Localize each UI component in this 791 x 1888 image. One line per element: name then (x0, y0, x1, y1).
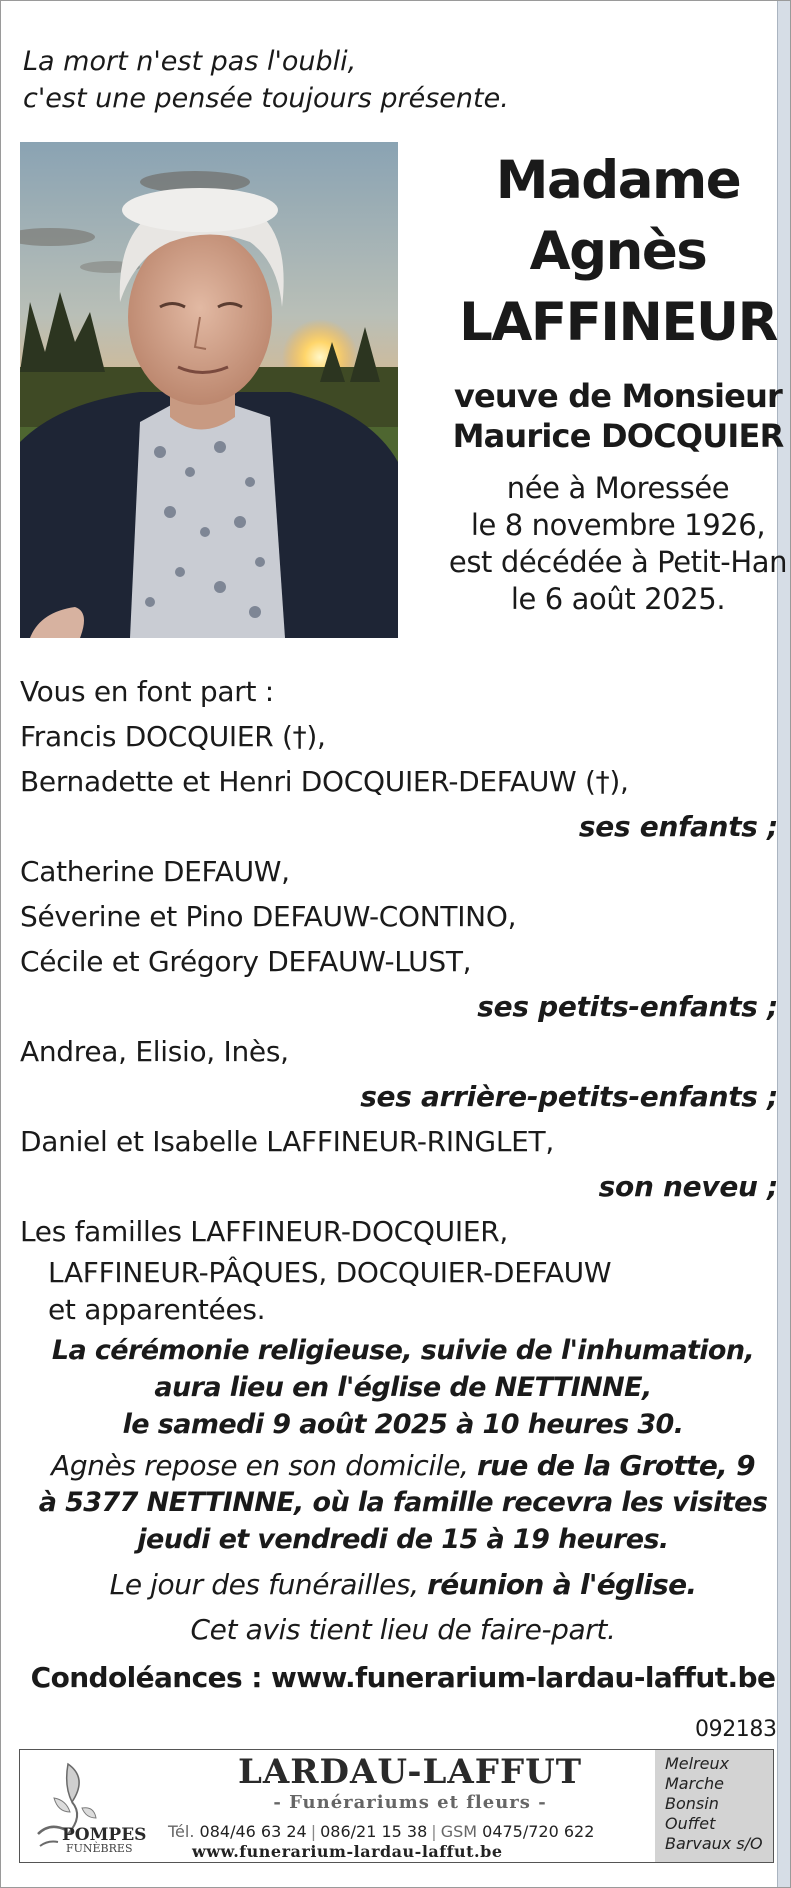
announcement-intro: Vous en font part : (20, 675, 274, 708)
funeral-home-footer (19, 1749, 774, 1863)
branch-town: Marche (665, 1774, 724, 1793)
logo-text-funebres: FUNÈBRES (66, 1842, 133, 1855)
widow-line: veuve de Monsieur (453, 377, 783, 415)
repose-line (25, 1447, 781, 1484)
reference-code: 092183 (695, 1717, 777, 1742)
brand-tagline: - Funérariums et fleurs - (273, 1792, 547, 1813)
phone-number: 086/21 15 38 (320, 1822, 428, 1841)
repose-address: rue de la Grotte, 9 (477, 1449, 755, 1482)
contact-phones: Tél. 084/46 63 24 | 086/21 15 38 | GSM 0475/720 622 (168, 1822, 595, 1841)
logo-text-pompes: POMPES (62, 1825, 147, 1845)
families-line: et apparentées. (48, 1293, 266, 1326)
epigraph-line: La mort n'est pas l'oubli, (23, 46, 357, 77)
relation-label: son neveu ; (598, 1170, 778, 1203)
family-member-line: Séverine et Pino DEFAUW-CONTINO, (20, 900, 517, 933)
family-member-line: Francis DOCQUIER (†), (20, 720, 326, 753)
relation-label: ses petits-enfants ; (477, 990, 778, 1023)
brand-name: LARDAU-LAFFUT (237, 1752, 583, 1792)
visiting-hours: jeudi et vendredi de 15 à 19 heures. (137, 1524, 669, 1555)
widow-line: Maurice DOCQUIER (452, 417, 784, 455)
branch-town: Ouffet (665, 1814, 716, 1833)
death-date: le 6 août 2025. (510, 582, 726, 616)
phone-number: 084/46 63 24 (199, 1822, 307, 1841)
gsm-label: GSM (440, 1822, 478, 1841)
mobile-number: 0475/720 622 (482, 1822, 595, 1841)
relation-label: ses enfants ; (578, 810, 778, 843)
funeral-home-brand (170, 1752, 650, 1814)
family-member-line: Andrea, Elisio, Inès, (20, 1035, 289, 1068)
families-line: Les familles LAFFINEUR-DOCQUIER, (20, 1215, 508, 1248)
birth-death-details (403, 470, 791, 618)
epigraph (23, 43, 509, 117)
relation-label: ses arrière-petits-enfants ; (360, 1080, 778, 1113)
birth-date: le 8 novembre 1926, (470, 508, 766, 542)
widow-of (403, 376, 791, 456)
ceremony-details (25, 1332, 781, 1648)
funeral-meeting (25, 1566, 781, 1603)
family-announcement (20, 669, 778, 1328)
branch-town: Melreux (665, 1754, 730, 1773)
branch-town: Bonsin (665, 1794, 719, 1813)
repose-line: à 5377 NETTINNE, où la famille recevra les visites (38, 1487, 768, 1518)
tel-label: Tél. (168, 1822, 195, 1841)
family-member-line: Catherine DEFAUW, (20, 855, 290, 888)
birth-place: née à Moressée (506, 471, 730, 505)
epigraph-line: c'est une pensée toujours présente. (23, 83, 509, 114)
condolences-line: Condoléances : www.funerarium-lardau-laffut.be (30, 1661, 776, 1694)
obituary-content (19, 1, 788, 1887)
portrait-photo (20, 142, 398, 638)
funeral-location: réunion à l'église. (427, 1568, 697, 1601)
family-member-line: Bernadette et Henri DOCQUIER-DEFAUW (†), (20, 765, 629, 798)
families-line: LAFFINEUR-PÂQUES, DOCQUIER-DEFAUW (48, 1256, 612, 1289)
branch-town: Barvaux s/O (665, 1834, 763, 1853)
repose-text: Agnès repose en son domicile, (51, 1449, 478, 1482)
family-member-line: Cécile et Grégory DEFAUW-LUST, (20, 945, 472, 978)
deceased-first-name: Agnès (529, 221, 707, 282)
funeral-text: Le jour des funérailles, (109, 1568, 428, 1601)
branch-locations (655, 1750, 773, 1862)
footer-website: www.funerarium-lardau-laffut.be (192, 1842, 503, 1861)
funeral-home-logo (28, 1756, 156, 1856)
ceremony-line: La cérémonie religieuse, suivie de l'inhumation, (51, 1335, 755, 1366)
ceremony-line: aura lieu en l'église de NETTINNE, (154, 1372, 652, 1403)
deceased-block (403, 145, 791, 618)
family-member-line: Daniel et Isabelle LAFFINEUR-RINGLET, (20, 1125, 554, 1158)
death-place: est décédée à Petit-Han (448, 545, 788, 579)
ceremony-date: le samedi 9 août 2025 à 10 heures 30. (122, 1409, 684, 1440)
notice-line: Cet avis tient lieu de faire-part. (190, 1613, 616, 1646)
deceased-last-name: LAFFINEUR (459, 292, 777, 353)
deceased-title: Madame (495, 150, 741, 211)
